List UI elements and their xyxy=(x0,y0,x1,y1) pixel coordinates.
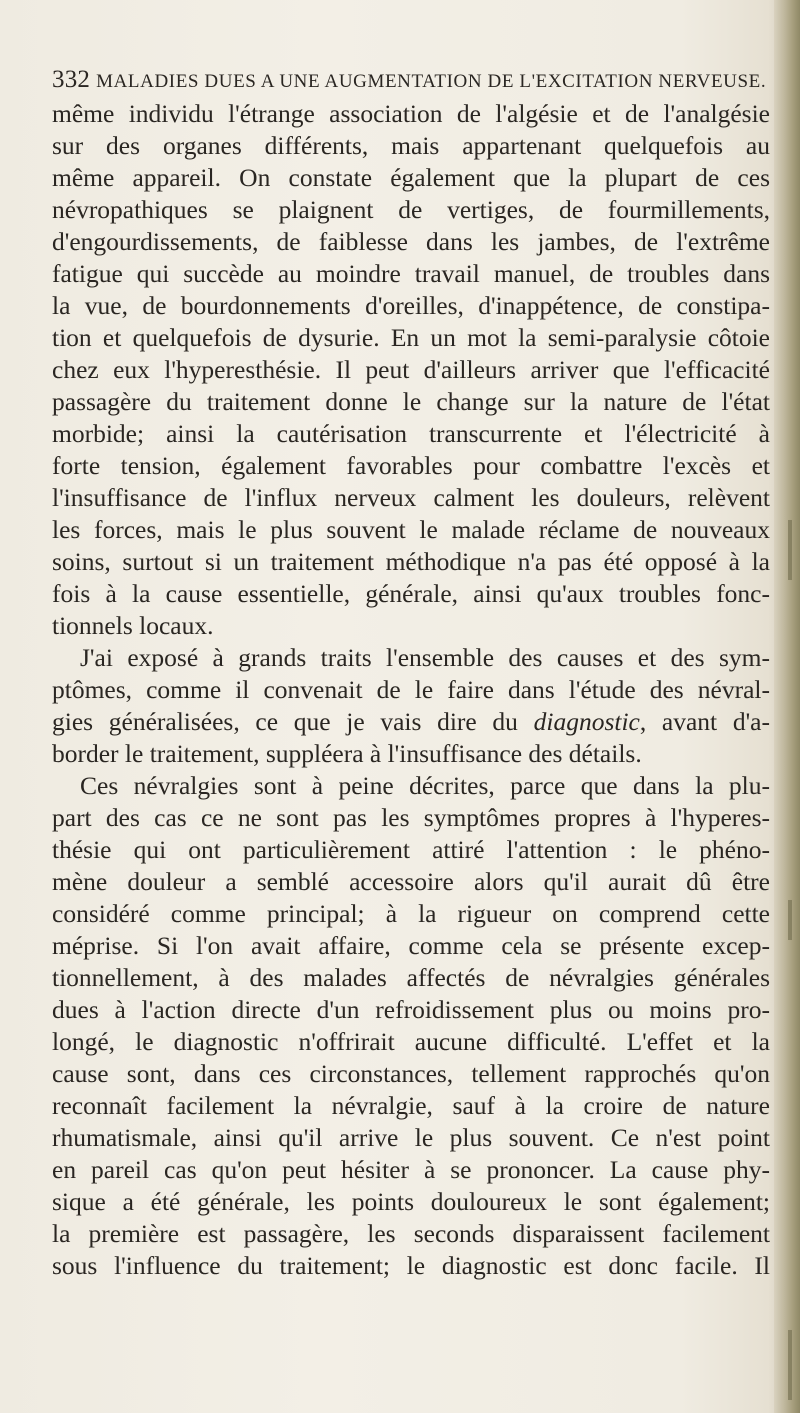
text-line: soins, surtout si un traitement méthodique n'a pas été opposé à la xyxy=(52,547,770,576)
text-line: J'ai exposé à grands traits l'ensemble des causes et des sym- xyxy=(80,643,770,672)
text-line: la vue, de bourdonnements d'oreilles, d'inappétence, de constipa- xyxy=(52,291,770,320)
paragraph-2 xyxy=(52,642,770,770)
text-line: sous l'influence du traitement; le diagnostic est donc facile. Il xyxy=(52,1251,770,1280)
text-line: tionnels locaux. xyxy=(52,611,214,640)
running-header xyxy=(52,66,770,94)
page-number: 332 xyxy=(52,66,91,93)
text-line: mène douleur a semblé accessoire alors qu'il aurait dû être xyxy=(52,867,770,896)
text-line: passagère du traitement donne le change sur la nature de l'état xyxy=(52,387,770,416)
italic-term: diagnostic xyxy=(533,707,640,736)
text-line: reconnaît facilement la névralgie, sauf à la croire de nature xyxy=(52,1091,770,1120)
edge-mark xyxy=(788,1330,792,1400)
text-line: l'insuffisance de l'influx nerveux calment les douleurs, relèvent xyxy=(52,483,770,512)
paragraph-3 xyxy=(52,770,770,1282)
text-line: rhumatismale, ainsi qu'il arrive le plus souvent. Ce n'est point xyxy=(52,1123,770,1152)
text-fragment: gies généralisées, ce que je vais dire du xyxy=(52,707,534,736)
text-line: dues à l'action directe d'un refroidissement plus ou moins pro- xyxy=(52,995,770,1024)
text-line: d'engourdissements, de faiblesse dans les jambes, de l'extrême xyxy=(52,227,770,256)
edge-mark xyxy=(788,900,792,940)
text-line: ptômes, comme il convenait de le faire dans l'étude des névral- xyxy=(52,675,770,704)
text-line: thésie qui ont particulièrement attiré l'attention : le phéno- xyxy=(52,835,770,864)
text-line: part des cas ce ne sont pas les symptômes propres à l'hyperes- xyxy=(52,803,770,832)
text-line: névropathiques se plaignent de vertiges, de fourmillements, xyxy=(52,195,770,224)
text-line: forte tension, également favorables pour combattre l'excès et xyxy=(52,451,770,480)
text-line: longé, le diagnostic n'offrirait aucune difficulté. L'effet et la xyxy=(52,1027,770,1056)
text-line: tion et quelquefois de dysurie. En un mot la semi-paralysie côtoie xyxy=(52,323,770,352)
text-line: considéré comme principal; à la rigueur on comprend cette xyxy=(52,899,770,928)
text-line: chez eux l'hyperesthésie. Il peut d'ailleurs arriver que l'efficacité xyxy=(52,355,770,384)
text-fragment: , avant d'a- xyxy=(639,707,770,736)
text-line: sur des organes différents, mais appartenant quelquefois au xyxy=(52,131,770,160)
running-title: MALADIES DUES A UNE AUGMENTATION DE L'EXCITATION NERVEUSE. xyxy=(96,71,767,92)
text-line: tionnellement, à des malades affectés de névralgies générales xyxy=(52,963,770,992)
text-line: cause sont, dans ces circonstances, tellement rapprochés qu'on xyxy=(52,1059,770,1088)
text-line: sique a été générale, les points douloureux le sont également; xyxy=(52,1187,770,1216)
text-line: les forces, mais le plus souvent le malade réclame de nouveaux xyxy=(52,515,770,544)
edge-mark xyxy=(788,520,792,580)
paragraph-1 xyxy=(52,98,770,642)
text-line: border le traitement, suppléera à l'insuffisance des détails. xyxy=(52,739,642,768)
text-line: en pareil cas qu'on peut hésiter à se prononcer. La cause phy- xyxy=(52,1155,770,1184)
page-content xyxy=(52,66,770,1282)
text-line: Ces névralgies sont à peine décrites, parce que dans la plu- xyxy=(80,771,770,800)
text-line: même individu l'étrange association de l'algésie et de l'analgésie xyxy=(52,99,770,128)
text-line xyxy=(52,706,770,738)
text-line: méprise. Si l'on avait affaire, comme cela se présente excep- xyxy=(52,931,770,960)
page-edge xyxy=(774,0,800,1413)
text-line: même appareil. On constate également que la plupart de ces xyxy=(52,163,770,192)
text-line: fatigue qui succède au moindre travail manuel, de troubles dans xyxy=(52,259,770,288)
text-line: la première est passagère, les seconds disparaissent facilement xyxy=(52,1219,770,1248)
text-line: fois à la cause essentielle, générale, ainsi qu'aux troubles fonc- xyxy=(52,579,770,608)
text-line: morbide; ainsi la cautérisation transcurrente et l'électricité à xyxy=(52,419,770,448)
